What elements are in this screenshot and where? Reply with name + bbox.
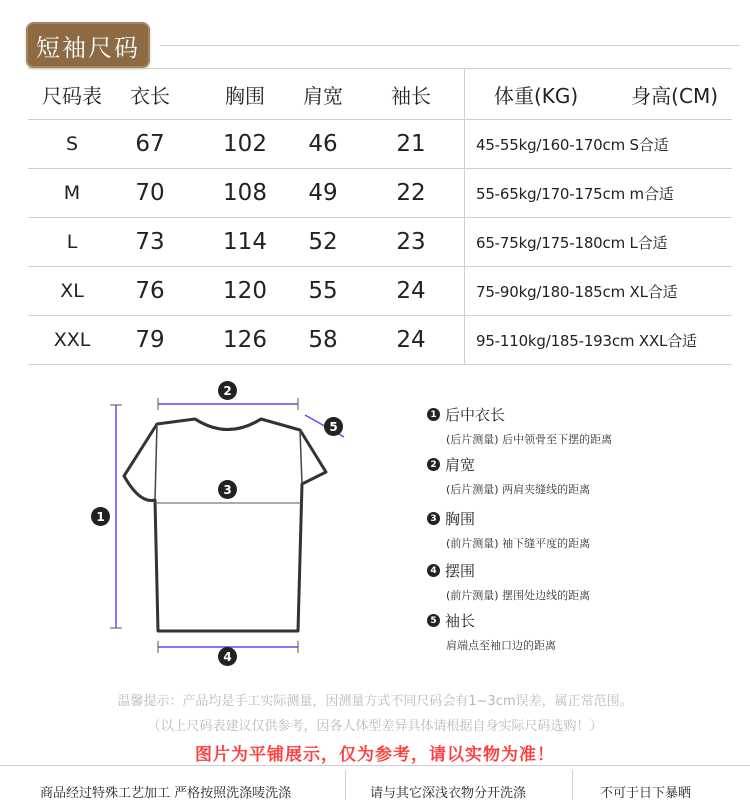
sleeve-cell: 24 [396, 327, 426, 353]
legend-number: 5 [427, 614, 440, 627]
note-measurement: 温馨提示：产品均是手工实际测量，因测量方式不同尺码会有1~3cm误差，属正常范围。 [117, 694, 633, 709]
chest-cell: 108 [223, 180, 267, 206]
marker-length: 1 [91, 507, 110, 526]
legend-item [427, 404, 612, 447]
care-separator [345, 770, 346, 800]
header-sleeve: 袖长 [391, 83, 431, 108]
size-cell: M [63, 182, 81, 204]
size-cell: XL [60, 280, 84, 302]
care-instruction: 不可于日下暴晒 [600, 786, 692, 801]
fit-cell: 95-110kg/185-193cm XXL合适 [476, 331, 697, 350]
care-instruction: 商品经过特殊工艺加工 严格按照洗涤唛洗涤 [40, 786, 292, 801]
care-separator [572, 770, 573, 800]
sleeve-cell: 22 [396, 180, 426, 206]
header-chest: 胸围 [225, 83, 265, 108]
length-cell: 70 [135, 180, 165, 206]
length-cell: 76 [135, 278, 165, 304]
legend-title: 后中衣长 [445, 406, 506, 424]
legend-number: 4 [427, 564, 440, 577]
size-notes [0, 690, 750, 765]
fit-cell: 75-90kg/180-185cm XL合适 [476, 282, 678, 301]
sleeve-cell: 23 [396, 229, 426, 255]
shoulder-cell: 52 [308, 229, 338, 255]
flat-lay-warning: 图片为平铺展示，仅为参考，请以实物为准！ [195, 745, 555, 765]
legend-number: 2 [427, 458, 440, 471]
size-cell: L [66, 231, 78, 253]
legend-description: (前片测量) 摆围处边线的距离 [446, 589, 591, 602]
legend-item [427, 454, 590, 497]
header-weight: 体重(KG) [494, 83, 579, 108]
sleeve-cell: 24 [396, 278, 426, 304]
sleeve-cell: 21 [396, 131, 426, 157]
shoulder-cell: 46 [308, 131, 338, 157]
shoulder-cell: 49 [308, 180, 338, 206]
legend-description: (前片测量) 袖下缝平度的距离 [446, 537, 591, 550]
legend-title: 摆围 [445, 562, 476, 580]
tshirt-outline [124, 419, 326, 631]
fit-cell: 45-55kg/160-170cm S合适 [476, 135, 669, 154]
marker-hem: 4 [218, 647, 237, 666]
legend-item [427, 508, 590, 551]
legend-item [427, 560, 590, 603]
legend-title: 袖长 [445, 612, 476, 630]
shoulder-cell: 58 [308, 327, 338, 353]
length-cell: 79 [135, 327, 165, 353]
legend-title: 肩宽 [445, 456, 476, 474]
length-cell: 73 [135, 229, 165, 255]
legend-title: 胸围 [445, 510, 476, 528]
chest-cell: 102 [223, 131, 267, 157]
marker-shoulder: 2 [218, 381, 237, 400]
note-reference: （以上尺码表建议仅供参考，因各人体型差异具体请根据自身实际尺码选购！） [147, 719, 603, 734]
fit-cell: 65-75kg/175-180cm L合适 [476, 233, 668, 252]
header-length: 衣长 [130, 83, 170, 108]
marker-chest: 3 [218, 480, 237, 499]
legend-description: (后片测量) 后中领骨至下摆的距离 [446, 433, 613, 446]
header-shoulder: 肩宽 [303, 83, 343, 108]
legend-description: (后片测量) 两肩夹缝线的距离 [446, 483, 591, 496]
size-cell: XXL [53, 329, 91, 351]
section-title-badge: 短袖尺码 [26, 22, 150, 68]
legend-number: 1 [427, 408, 440, 421]
length-cell: 67 [135, 131, 165, 157]
legend-description: 肩端点至袖口边的距离 [446, 639, 556, 652]
header-size: 尺码表 [42, 83, 102, 108]
chest-cell: 114 [223, 229, 267, 255]
chest-cell: 120 [223, 278, 267, 304]
care-divider [0, 765, 750, 766]
marker-sleeve: 5 [324, 417, 343, 436]
care-instruction: 请与其它深浅衣物分开洗涤 [370, 786, 527, 801]
size-cell: S [65, 133, 79, 155]
chest-cell: 126 [223, 327, 267, 353]
fit-cell: 55-65kg/170-175cm m合适 [476, 184, 674, 203]
shoulder-cell: 55 [308, 278, 338, 304]
legend-item [427, 610, 556, 653]
legend-number: 3 [427, 512, 440, 525]
header-height: 身高(CM) [631, 83, 718, 108]
